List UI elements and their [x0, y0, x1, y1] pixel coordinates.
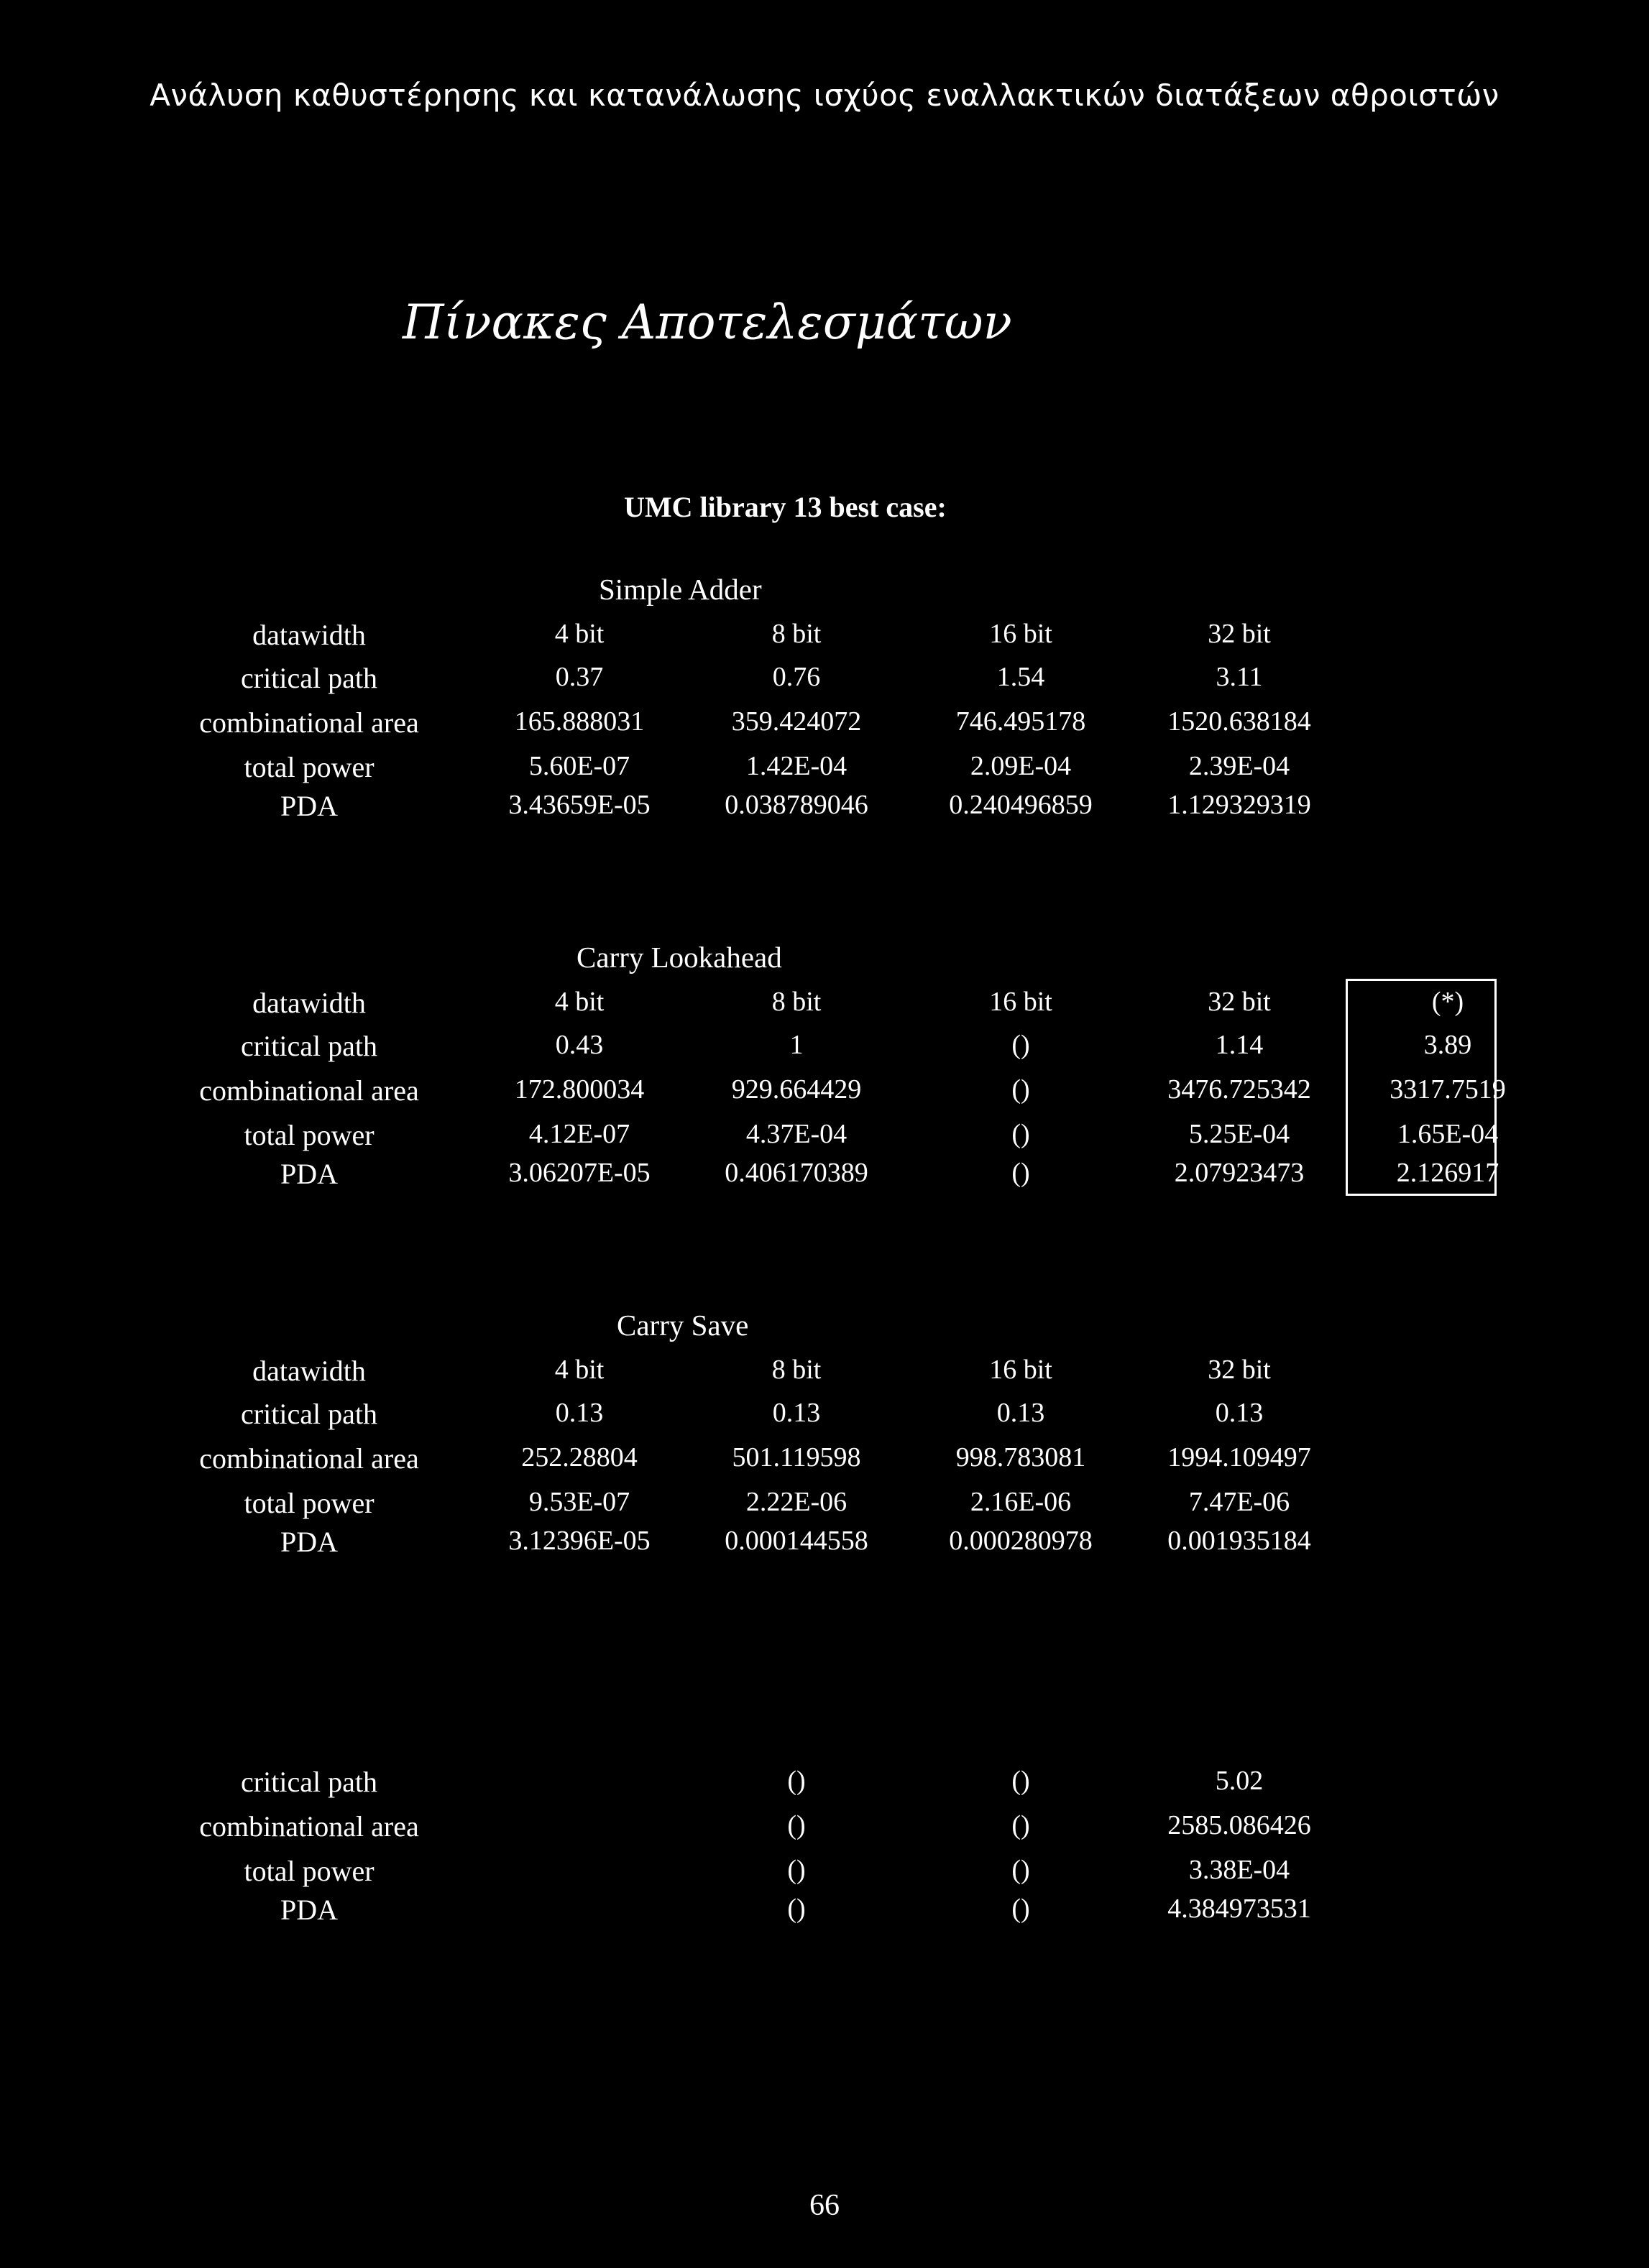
cell: 4 bit [554, 987, 605, 1017]
row-label: total power [244, 1487, 375, 1519]
cell: 32 bit [1208, 1355, 1271, 1385]
cell: 5.60E-07 [528, 751, 630, 781]
cell: 359.424072 [731, 706, 862, 737]
cell: () [1011, 1119, 1030, 1149]
library-heading: UMC library 13 best case: [624, 491, 947, 523]
table-row [0, 661, 1649, 704]
page-number: 66 [809, 2189, 840, 2222]
cell: 4.37E-04 [745, 1119, 848, 1149]
cell: 0.76 [772, 662, 821, 692]
table-row [0, 618, 1649, 661]
cell: 4 bit [554, 619, 605, 649]
cell: () [787, 1894, 806, 1924]
row-label: combinational area [199, 706, 419, 739]
cell: 0.038789046 [725, 790, 868, 820]
cell: 2.07923473 [1174, 1158, 1305, 1188]
cell: 746.495178 [955, 706, 1086, 737]
row-label: total power [244, 1855, 375, 1887]
cell: 3476.725342 [1167, 1074, 1311, 1105]
cell: () [1011, 1855, 1030, 1885]
table-row [0, 1354, 1649, 1397]
table-row [0, 1765, 1649, 1808]
row-label: combinational area [199, 1810, 419, 1843]
table-row [0, 1074, 1649, 1117]
row-label: PDA [280, 790, 339, 822]
row-label: datawidth [252, 619, 366, 651]
table-row [0, 1893, 1649, 1936]
table-row [0, 789, 1649, 832]
row-label: datawidth [252, 1355, 366, 1387]
table-row [0, 1029, 1649, 1072]
cell: 8 bit [771, 1355, 822, 1385]
table-row [0, 1854, 1649, 1897]
cell: 0.43 [555, 1030, 604, 1060]
cell: 8 bit [771, 619, 822, 649]
cell: () [1011, 1158, 1030, 1188]
row-label: critical path [241, 1398, 377, 1430]
row-label: critical path [241, 662, 377, 694]
cell: 3.11 [1216, 662, 1263, 692]
cell: () [1011, 1074, 1030, 1105]
table-row [0, 706, 1649, 749]
row-label: combinational area [199, 1442, 419, 1475]
cell: 1520.638184 [1167, 706, 1311, 737]
cell: 32 bit [1208, 619, 1271, 649]
cell: 4.384973531 [1167, 1894, 1311, 1924]
cell: 1.129329319 [1167, 790, 1311, 820]
cell: 2.16E-06 [970, 1487, 1072, 1517]
cell: 16 bit [989, 1355, 1052, 1385]
cell: 165.888031 [514, 706, 645, 737]
table-row [0, 1525, 1649, 1568]
table-caption: Carry Save [617, 1309, 749, 1342]
cell: 3.89 [1423, 1030, 1472, 1060]
table-row [0, 986, 1649, 1029]
cell: () [787, 1855, 806, 1885]
cell: 501.119598 [732, 1442, 861, 1472]
cell: 2.22E-06 [745, 1487, 848, 1517]
cell: 3.06207E-05 [508, 1158, 651, 1188]
table-caption: Simple Adder [599, 573, 762, 606]
cell: 172.800034 [514, 1074, 645, 1105]
cell: 3317.7519 [1390, 1074, 1506, 1105]
cell: 0.37 [555, 662, 604, 692]
table-row [0, 1118, 1649, 1161]
cell: () [787, 1766, 806, 1796]
row-label: combinational area [199, 1074, 419, 1107]
cell: 4 bit [554, 1355, 605, 1385]
running-header: Ανάλυση καθυστέρησης και κατανάλωσης ισχύος εναλλακτικών διατάξεων αθροιστών [150, 78, 1499, 113]
row-label: datawidth [252, 987, 366, 1019]
cell: 1.54 [996, 662, 1045, 692]
table-row [0, 1442, 1649, 1485]
table-row [0, 1157, 1649, 1200]
cell: () [1011, 1810, 1030, 1840]
cell: () [1011, 1030, 1030, 1060]
cell: 5.02 [1215, 1766, 1264, 1796]
cell: 5.25E-04 [1188, 1119, 1290, 1149]
table-row [0, 1810, 1649, 1853]
cell: () [1011, 1894, 1030, 1924]
cell: 0.000280978 [949, 1526, 1093, 1556]
cell: 2.39E-04 [1188, 751, 1290, 781]
table-row [0, 1397, 1649, 1440]
cell: (*) [1431, 987, 1464, 1017]
cell: 7.47E-06 [1188, 1487, 1290, 1517]
cell: 0.13 [555, 1398, 604, 1428]
cell: () [787, 1810, 806, 1840]
section-title: Πίνακες Αποτελεσμάτων [403, 295, 1012, 350]
cell: 2585.086426 [1167, 1810, 1311, 1840]
cell: 8 bit [771, 987, 822, 1017]
cell: 252.28804 [521, 1442, 638, 1472]
cell: 4.12E-07 [528, 1119, 630, 1149]
row-label: PDA [280, 1526, 339, 1558]
table-caption: Carry Lookahead [577, 941, 782, 974]
cell: 2.09E-04 [970, 751, 1072, 781]
row-label: PDA [280, 1158, 339, 1190]
cell: 1.14 [1215, 1030, 1264, 1060]
cell: 16 bit [989, 987, 1052, 1017]
cell: 998.783081 [955, 1442, 1086, 1472]
cell: 0.001935184 [1167, 1526, 1311, 1556]
cell: 9.53E-07 [528, 1487, 630, 1517]
cell: 0.240496859 [949, 790, 1093, 820]
row-label: total power [244, 751, 375, 783]
cell: 32 bit [1208, 987, 1271, 1017]
cell: 1.65E-04 [1397, 1119, 1499, 1149]
row-label: total power [244, 1119, 375, 1151]
cell: () [1011, 1766, 1030, 1796]
row-label: PDA [280, 1894, 339, 1926]
cell: 1 [789, 1030, 804, 1060]
cell: 0.13 [772, 1398, 821, 1428]
cell: 2.126917 [1396, 1158, 1499, 1188]
cell: 1994.109497 [1167, 1442, 1311, 1472]
cell: 16 bit [989, 619, 1052, 649]
table-row [0, 750, 1649, 793]
cell: 3.43659E-05 [508, 790, 651, 820]
cell: 0.13 [1215, 1398, 1264, 1428]
cell: 929.664429 [731, 1074, 862, 1105]
cell: 0.13 [996, 1398, 1045, 1428]
table-row [0, 1486, 1649, 1529]
cell: 0.406170389 [725, 1158, 868, 1188]
row-label: critical path [241, 1030, 377, 1062]
cell: 3.38E-04 [1188, 1855, 1290, 1885]
cell: 0.000144558 [725, 1526, 868, 1556]
cell: 1.42E-04 [745, 751, 848, 781]
row-label: critical path [241, 1766, 377, 1798]
cell: 3.12396E-05 [508, 1526, 651, 1556]
